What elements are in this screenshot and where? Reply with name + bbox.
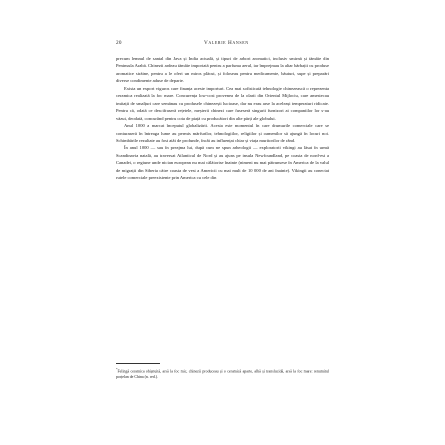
footnote [116, 366, 329, 380]
footnote-rule [116, 363, 160, 364]
footnote-mark: * [116, 367, 118, 371]
footnote-text: Felingă ceramica obișnuită, arsă la foc mic, chinezii produceau și o ceramică aparte, albă și translucidă, arsă la foc mare: renumitul porțelan de China (n. red.). [116, 369, 329, 380]
body-text [116, 55, 329, 182]
page-number: 20 [116, 40, 122, 46]
page-header [116, 40, 336, 50]
paragraph: Exista un export viguros care finanța aceste importuri. Cea mai sofisticată tehnologie chinezească o reprezenta ceramica realizată la foc mare. Concurența low-cost provenea de la olarii din Orientul Mijlociu, care amestecau imitații de smalțuri care semănau cu produsele chinezești lucioase, dar nu erau arse la aceleași temperaturi ridicate. Pentru că, odată ce descifraseră rețetele, meșterii chinezi care fuseseră singurii furnizori ai companiilor lor s-au văzut, deodată, concurând pentru cota de piață cu producători din alte părți ale globului. [116, 85, 329, 121]
running-title: Valerie Hansen [204, 40, 249, 46]
paragraph: În anul 1000 — sau în preajma lui, după cum ne spun arheologii — exploratorii vikingi au lăsat în urmă Scandinavia natală, au traversat Atlanticul de Nord și au ajuns pe insula Newfoundland, pe coasta de nord-est a Canadei, o regiune unde nician european nu mai călătorise înainte (nimeni nu mai pătrunsese în America de la valul de migrații din Siberia către coasta de vest a Americii cu mai mult de 10 000 de ani înainte). Vikingii au conectat rutele comerciale preexistente prin America cu cele din [116, 145, 329, 181]
paragraph: Anul 1000 a marcat începutul globalizării. Acesta este momentul în care drumurile comerciale care se conturaseră în întreaga lume au permis mărfurilor, tehnologiilor, religiilor și oamenilor să ajungă în locuri noi. Schimbările rezultate au fost atât de profunde, încât au influențat chiar și viața muritorilor de rând. [116, 123, 329, 143]
paragraph: precum lemnul de santal din Java și India actuală, și tipuri de arbori aromatici, inclusiv smirnă și tămâie din Peninsula Arabă. Chinezii ardeau tămâie importată pentru a parfuma aerul, iar împrejmau la altar bărbații cu produse aromatice străine, pentru a le oferi un miros plăcut, și foloseau pentru medicamente, băuturi, supe și preparări diverse condimente aduse de departe. [116, 56, 329, 84]
